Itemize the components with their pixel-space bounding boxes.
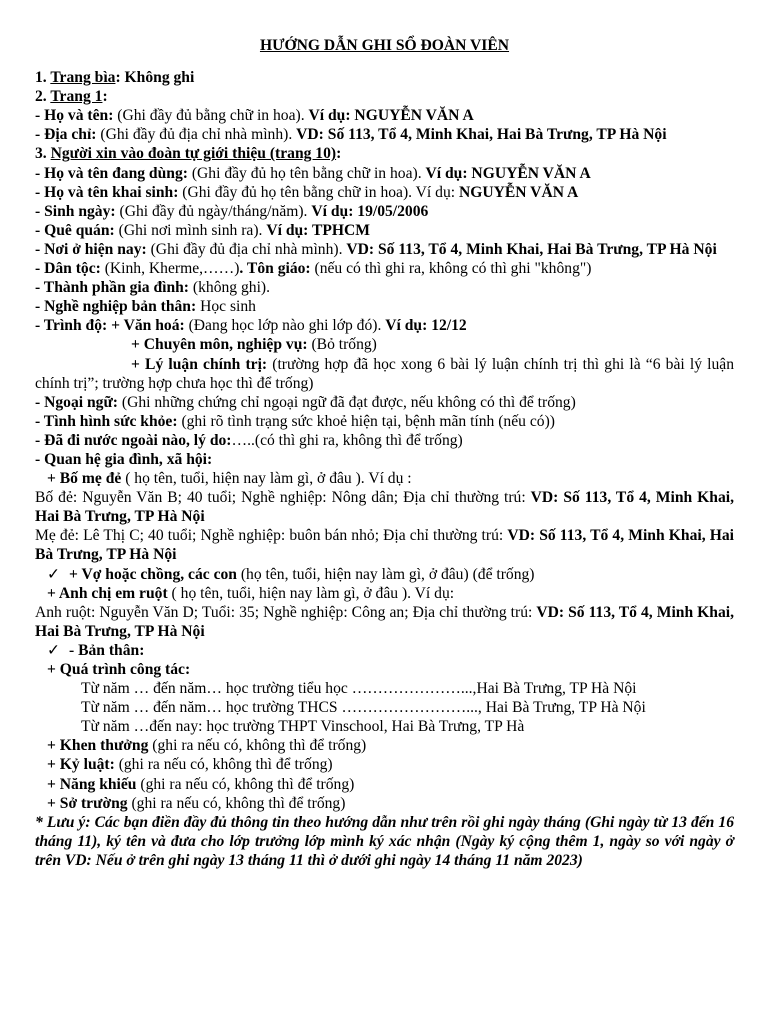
field-example: Ví dụ: NGUYỄN VĂN A: [308, 107, 474, 125]
example-brother: [35, 603, 734, 641]
field-label: - Bản thân:: [69, 641, 145, 659]
field-health: [35, 412, 734, 431]
field-label: - Trình độ: + Văn hoá:: [35, 317, 185, 335]
field-full-name: [35, 106, 734, 125]
section-tail: :: [102, 88, 108, 106]
field-residence: [35, 240, 734, 259]
field-label: + Vợ hoặc chồng, các con: [69, 565, 237, 583]
field-example: NGUYỄN VĂN A: [458, 183, 579, 201]
field-description: (Ghi đầy đủ bằng chữ in hoa).: [113, 107, 309, 125]
example-father: [35, 488, 734, 526]
field-label: - Tình hình sức khỏe:: [35, 412, 178, 430]
field-label: + Chuyên môn, nghiệp vụ:: [131, 336, 308, 354]
field-description: Học sinh: [196, 298, 256, 316]
field-label: - Đã đi nước ngoài nào, lý do:: [35, 431, 232, 449]
field-description: (ghi ra nếu có, không thì để trống): [148, 737, 367, 755]
example-description: Anh ruột: Nguyễn Văn D; Tuổi: 35; Nghề nghiệp: Công an; Địa chỉ thường trú:: [35, 603, 537, 621]
field-description: (Ghi đầy đủ họ tên bằng chữ in hoa). Ví dụ:: [178, 183, 459, 201]
field-self: [35, 641, 734, 660]
field-description: (Kinh, Kherme,……): [100, 260, 240, 278]
field-example: Ví dụ: TPHCM: [266, 221, 371, 239]
field-description: (Ghi đầy đủ địa chỉ nhà mình).: [96, 126, 297, 144]
field-specialization: [35, 335, 734, 354]
field-example: Ví dụ: NGUYỄN VĂN A: [425, 164, 591, 182]
checkmark-icon: ✓: [47, 565, 61, 583]
field-date-of-birth: [35, 202, 734, 221]
section-label: Trang bìa: [50, 69, 116, 87]
field-label: + Kỷ luật:: [47, 756, 115, 774]
field-occupation: [35, 297, 734, 316]
field-description: (Bỏ trống): [307, 336, 377, 354]
note-paragraph: * Lưu ý: Các bạn điền đầy đủ thông tin theo hướng dẫn như trên rồi ghi ngày tháng (Ghi ngày từ 13 đến 16 tháng 11), ký tên và đưa cho lớp trưởng lớp mình ký xác nhận (Ngày ký cộng thêm 1, ngày so với ngày ở trên VD: Nếu ở trên ghi ngày 13 tháng 11 thì ở dưới ghi ngày 14 tháng 11 năm 2023): [35, 813, 734, 869]
field-label: - Dân tộc:: [35, 260, 101, 278]
field-description: (Ghi nơi mình sinh ra).: [114, 221, 267, 239]
field-label: - Quê quán:: [35, 221, 115, 239]
field-label: + Khen thưởng: [47, 737, 149, 755]
section-number: 2.: [35, 88, 51, 106]
field-address: [35, 125, 734, 144]
field-parents: [35, 469, 734, 488]
section-number: 1.: [35, 69, 51, 87]
section-value: : Không ghi: [115, 69, 195, 87]
field-description: (ghi ra nếu có, không thì để trống): [114, 756, 333, 774]
field-ethnicity-religion: [35, 259, 734, 278]
section-tail: :: [336, 145, 342, 163]
field-description: …..(có thì ghi ra, không thì để trống): [231, 431, 463, 449]
field-label: - Họ và tên đang dùng:: [35, 164, 188, 182]
example-description: Bố đẻ: Nguyễn Văn B; 40 tuổi; Nghề nghiệp: Nông dân; Địa chỉ thường trú:: [35, 489, 531, 507]
field-talent: [35, 775, 734, 794]
field-label: - Địa chỉ:: [35, 126, 97, 144]
field-description: (Ghi đầy đủ ngày/tháng/năm).: [115, 202, 312, 220]
field-description-religion: (nếu có thì ghi ra, không có thì ghi "không"): [310, 260, 592, 278]
field-spouse-children: [35, 565, 734, 584]
field-siblings: [35, 584, 734, 603]
field-relations: - Quan hệ gia đình, xã hội:: [35, 450, 213, 468]
field-label-religion: . Tôn giáo:: [239, 260, 311, 278]
field-label: - Sinh ngày:: [35, 202, 116, 220]
field-forte: [35, 794, 734, 813]
field-label: + Lý luận chính trị:: [131, 355, 268, 373]
field-hometown: [35, 221, 734, 240]
work-entry-primary: Từ năm … đến năm… học trường tiểu học …………………...,Hai Bà Trưng, TP Hà Nội: [81, 680, 637, 698]
field-description: (trường hợp đã học xong 6 bài lý luận chính trị thì ghi là “6 bài lý luận chính trị”; trường hợp chưa học thì để trống): [35, 355, 735, 392]
field-description: ( họ tên, tuổi, hiện nay làm gì, ở đâu ). Ví dụ:: [167, 584, 455, 602]
field-description: (Ghi những chứng chỉ ngoại ngữ đã đạt được, nếu không có thì để trống): [118, 393, 576, 411]
field-foreign-language: [35, 393, 734, 412]
field-abroad: [35, 431, 734, 450]
field-example: VD: Số 113, Tổ 4, Minh Khai, Hai Bà Trưng, TP Hà Nội: [296, 126, 667, 144]
work-entry-secondary: Từ năm … đến năm… học trường THCS ……………………..., Hai Bà Trưng, TP Hà Nội: [81, 699, 646, 717]
field-description: (Đang học lớp nào ghi lớp đó).: [184, 317, 386, 335]
section-label: Người xin vào đoàn tự giới thiệu (trang 10): [50, 145, 337, 163]
field-description: (Ghi đầy đủ địa chỉ nhà mình).: [146, 240, 347, 258]
field-rewards: [35, 736, 734, 755]
field-work-history: + Quá trình công tác:: [47, 661, 191, 678]
field-label: - Họ và tên khai sinh:: [35, 183, 179, 201]
field-description: (không ghi).: [189, 279, 271, 297]
field-label: + Sở trường: [47, 794, 128, 812]
field-label: - Họ và tên:: [35, 107, 114, 125]
field-description: ( họ tên, tuổi, hiện nay làm gì, ở đâu ). Ví dụ :: [121, 470, 412, 488]
field-current-name: [35, 164, 734, 183]
field-label: + Bố mẹ đẻ: [47, 470, 122, 488]
field-example: Ví dụ: 12/12: [385, 317, 467, 335]
field-family-class: [35, 278, 734, 297]
field-education: [35, 316, 734, 335]
field-example: Ví dụ: 19/05/2006: [311, 202, 429, 220]
checkmark-icon: ✓: [47, 641, 61, 659]
field-description: (họ tên, tuổi, hiện nay làm gì, ở đâu) (để trống): [236, 565, 535, 583]
field-example: VD: Số 113, Tổ 4, Minh Khai, Hai Bà Trưng, TP Hà Nội: [346, 240, 717, 258]
field-label: + Năng khiếu: [47, 775, 137, 793]
example-address: VD: Số 113, Tổ 4, Minh Khai, Hai Bà Trưng, TP Hà Nội: [35, 489, 734, 526]
field-label: + Anh chị em ruột: [47, 584, 168, 602]
field-description: (Ghi đầy đủ họ tên bằng chữ in hoa).: [187, 164, 426, 182]
section-number: 3.: [35, 145, 51, 163]
section-page1: [35, 87, 734, 106]
section-self-intro: [35, 144, 734, 163]
document-title: HƯỚNG DẪN GHI SỔ ĐOÀN VIÊN: [259, 37, 510, 54]
field-description: (ghi ra nếu có, không thì để trống): [127, 794, 346, 812]
field-birth-name: [35, 183, 734, 202]
field-label: - Nghề nghiệp bản thân:: [35, 298, 197, 316]
example-address: VD: Số 113, Tổ 4, Minh Khai, Hai Bà Trưng, TP Hà Nội: [35, 603, 734, 640]
field-label: - Thành phần gia đình:: [35, 279, 190, 297]
field-description: (ghi rõ tình trạng sức khoẻ hiện tại, bệnh mãn tính (nếu có)): [177, 412, 555, 430]
section-label: Trang 1: [50, 88, 103, 106]
section-cover: [35, 68, 734, 87]
field-label: - Nơi ở hiện nay:: [35, 240, 147, 258]
example-mother: [35, 526, 734, 564]
example-address: VD: Số 113, Tổ 4, Minh Khai, Hai Bà Trưng, TP Hà Nội: [35, 527, 734, 564]
field-description: (ghi ra nếu có, không thì để trống): [136, 775, 355, 793]
field-political-theory: [35, 355, 734, 393]
field-discipline: [35, 755, 734, 774]
work-entry-highschool: Từ năm …đến nay: học trường THPT Vinschool, Hai Bà Trưng, TP Hà: [81, 718, 525, 736]
example-description: Mẹ đẻ: Lê Thị C; 40 tuổi; Nghề nghiệp: buôn bán nhỏ; Địa chỉ thường trú:: [35, 527, 508, 545]
field-label: - Ngoại ngữ:: [35, 393, 118, 411]
